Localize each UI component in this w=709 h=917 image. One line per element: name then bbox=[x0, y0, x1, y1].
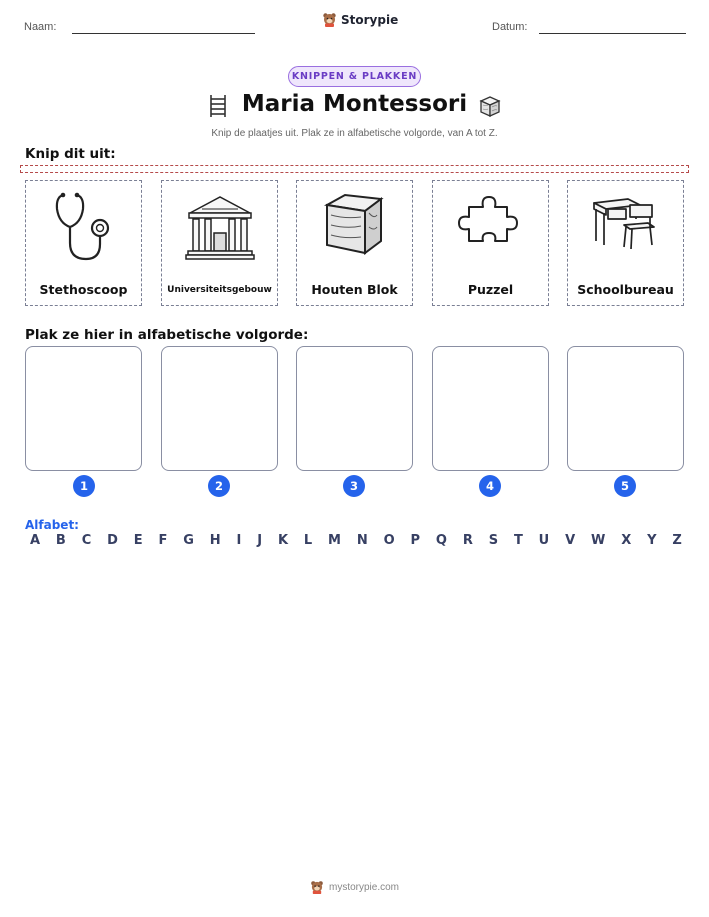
cutout-card[interactable] bbox=[296, 180, 413, 306]
cutout-card[interactable] bbox=[567, 180, 684, 306]
letter: A bbox=[30, 533, 41, 548]
letter: K bbox=[277, 533, 289, 548]
letter: I bbox=[236, 533, 242, 548]
letter: V bbox=[565, 533, 576, 548]
wooden-block-icon bbox=[297, 189, 414, 269]
name-line[interactable] bbox=[72, 33, 255, 34]
university-building-icon bbox=[162, 189, 279, 269]
paste-slot-3[interactable] bbox=[296, 346, 413, 471]
stethoscope-icon bbox=[26, 189, 143, 269]
paste-slot-2[interactable] bbox=[161, 346, 278, 471]
paste-slot-1[interactable] bbox=[25, 346, 142, 471]
cutout-card[interactable] bbox=[25, 180, 142, 306]
wooden-cube-icon bbox=[477, 93, 503, 119]
activity-badge: KNIPPEN & PLAKKEN bbox=[288, 66, 421, 87]
slot-number-badge: 2 bbox=[208, 475, 230, 497]
brand-name: Storypie bbox=[341, 12, 399, 27]
letter: T bbox=[513, 533, 523, 548]
slot-number-badge: 3 bbox=[343, 475, 365, 497]
instructions: Knip de plaatjes uit. Plak ze in alfabetische volgorde, van A tot Z. bbox=[211, 128, 498, 139]
letter: N bbox=[356, 533, 368, 548]
paste-heading: Plak ze hier in alfabetische volgorde: bbox=[25, 327, 309, 343]
paste-slot-4[interactable] bbox=[432, 346, 549, 471]
date-label: Datum: bbox=[492, 21, 528, 33]
letter: D bbox=[107, 533, 118, 548]
paste-slot-5[interactable] bbox=[567, 346, 684, 471]
letter: R bbox=[462, 533, 473, 548]
slot-number-badge: 5 bbox=[614, 475, 636, 497]
letter: J bbox=[257, 533, 263, 548]
bear-mascot-icon bbox=[322, 12, 337, 27]
letter: C bbox=[81, 533, 92, 548]
cut-heading: Knip dit uit: bbox=[25, 146, 116, 162]
letter: Q bbox=[435, 533, 447, 548]
letter: Y bbox=[647, 533, 657, 548]
slot-number-badge: 1 bbox=[73, 475, 95, 497]
letter: P bbox=[410, 533, 421, 548]
letter: X bbox=[621, 533, 632, 548]
letter: Z bbox=[672, 533, 682, 548]
alphabet-label: Alfabet: bbox=[25, 518, 79, 532]
letter: F bbox=[158, 533, 168, 548]
footer-link[interactable]: mystorypie.com bbox=[328, 881, 399, 893]
letter: G bbox=[183, 533, 194, 548]
date-line[interactable] bbox=[539, 33, 686, 34]
card-label: Schoolbureau bbox=[577, 282, 674, 297]
letter: U bbox=[538, 533, 550, 548]
letter: M bbox=[328, 533, 341, 548]
footer bbox=[0, 880, 709, 894]
letter: B bbox=[55, 533, 66, 548]
school-desk-icon bbox=[568, 189, 685, 269]
letter: E bbox=[133, 533, 143, 548]
alphabet-row bbox=[30, 533, 682, 548]
bear-mascot-icon bbox=[310, 880, 324, 894]
slot-number-badge: 4 bbox=[479, 475, 501, 497]
card-label: Stethoscoop bbox=[39, 282, 128, 297]
card-label: Universiteitsgebouw bbox=[167, 285, 272, 295]
page-title: Maria Montessori bbox=[241, 91, 468, 117]
letter: W bbox=[591, 533, 606, 548]
letter: H bbox=[209, 533, 221, 548]
puzzle-piece-icon bbox=[433, 189, 550, 269]
letter: S bbox=[488, 533, 499, 548]
name-label: Naam: bbox=[24, 21, 57, 33]
cut-line bbox=[20, 165, 689, 173]
letter: L bbox=[303, 533, 313, 548]
card-label: Puzzel bbox=[467, 282, 514, 297]
cutout-card[interactable] bbox=[432, 180, 549, 306]
brand-logo bbox=[322, 12, 398, 27]
cutout-card[interactable] bbox=[161, 180, 278, 306]
letter: O bbox=[383, 533, 395, 548]
card-label: Houten Blok bbox=[311, 282, 398, 297]
